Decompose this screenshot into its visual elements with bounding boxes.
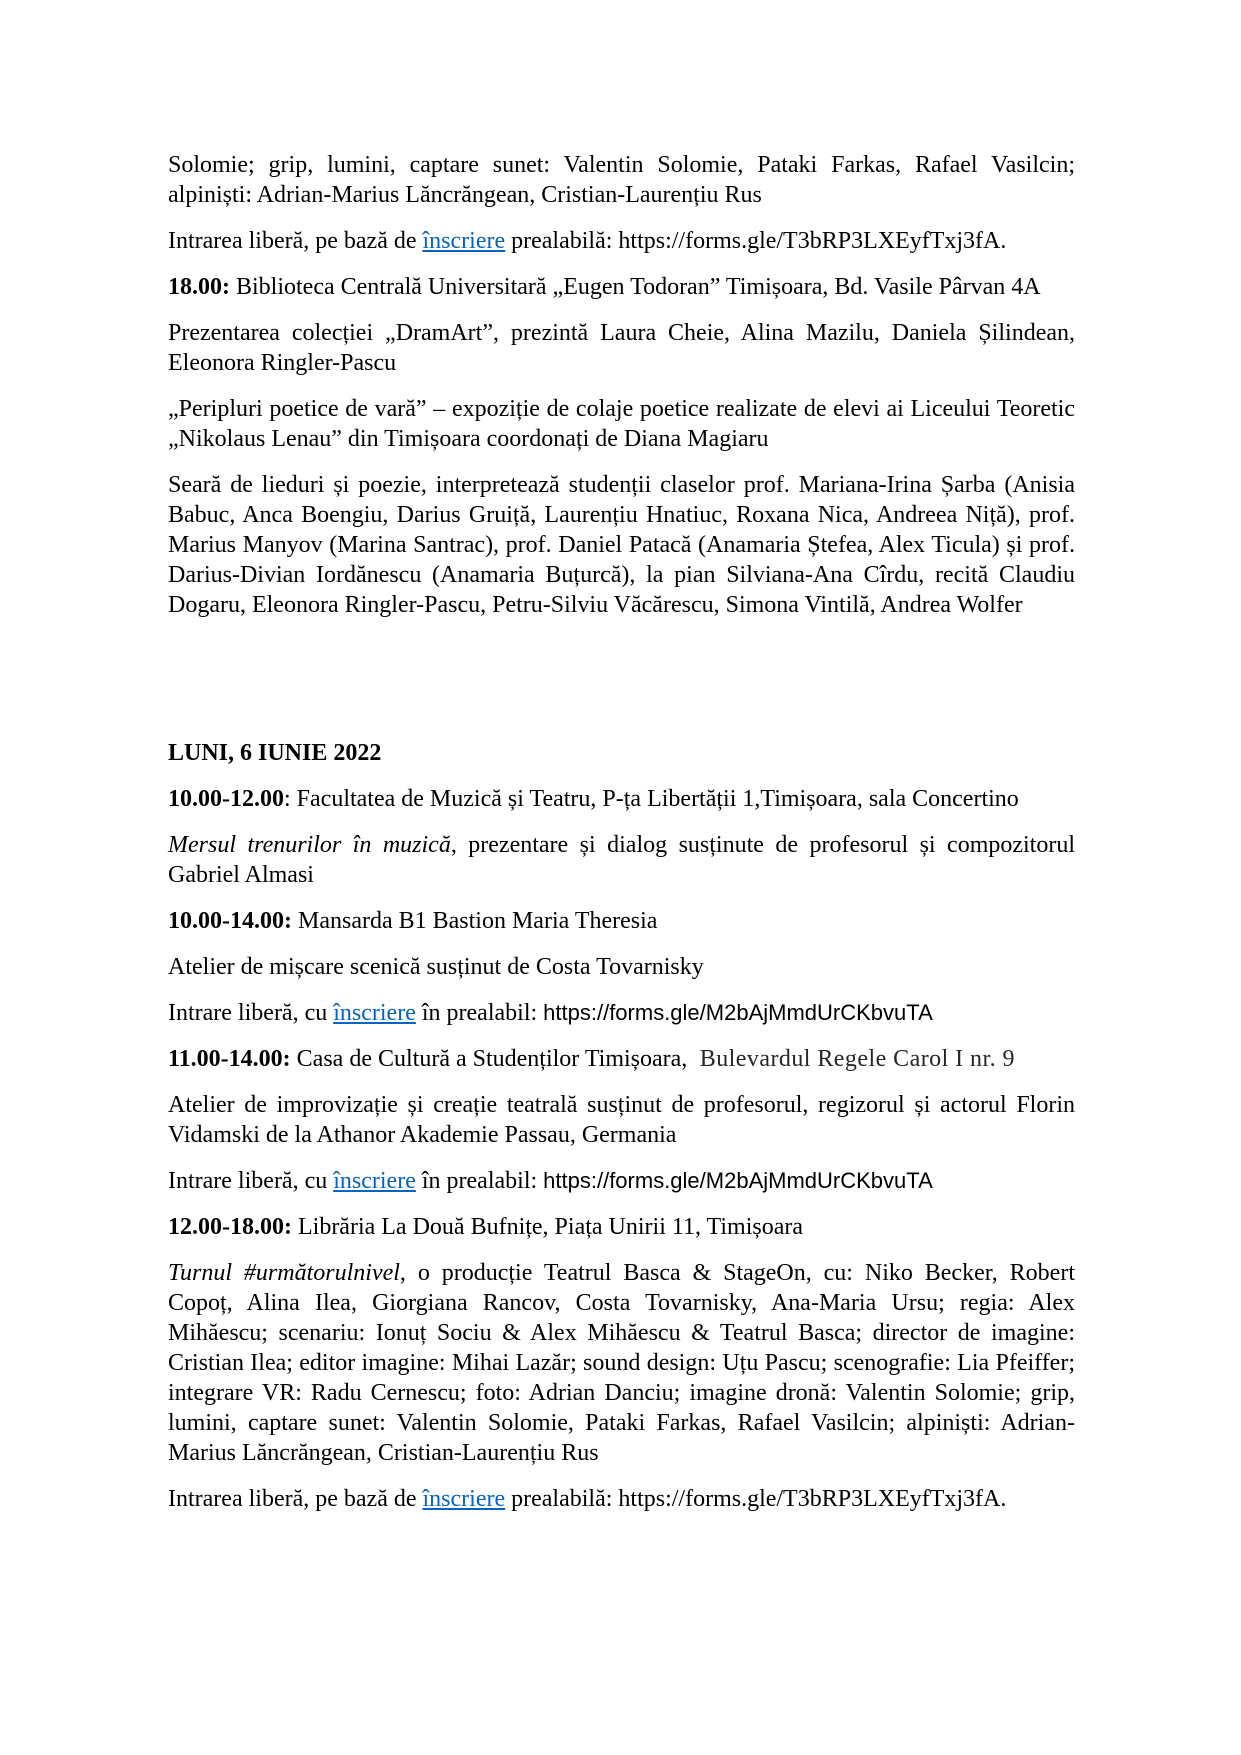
seara-de-lieduri-paragraph — [168, 470, 1075, 620]
text-run: Seară de lieduri și poezie, interpretează studenții claselor prof. Mariana-Irina Șarba (Anisia Babuc, Anca Boengiu, Darius Gruiță, Laurențiu Hnatiuc, Roxana Nica, Andreea Niță), prof. Marius Manyov (Marina Santrac), prof. Daniel Patacă (Anamaria Ștefea, Alex Ticula) și prof. Darius-Divian Iordănescu (Anamaria Buțurcă), la pian Silviana-Ana Cîrdu, recită Claudiu Dogaru, Eleonora Ringler-Pascu, Petru-Silviu Văcărescu, Simona Vintilă, Andrea Wolfer — [168, 472, 1075, 618]
text-run: https://forms.gle/M2bAjMmdUrCKbvuTA — [543, 1168, 933, 1193]
text-run: Mersul trenurilor în muzică — [168, 832, 451, 858]
text-run: Atelier de mișcare scenică susținut de Costa Tovarnisky — [168, 954, 704, 980]
text-run: Intrarea liberă, pe bază de — [168, 1486, 423, 1512]
text-run: Biblioteca Centrală Universitară „Eugen Todoran” Timișoara, Bd. Vasile Pârvan 4A — [230, 274, 1041, 300]
turnul-urmatorulnivel-paragraph — [168, 1258, 1075, 1468]
text-run: 11.00-14.00: — [168, 1046, 291, 1072]
text-run: în prealabil: — [415, 1000, 544, 1026]
text-run: Librăria La Două Bufnițe, Piața Unirii 11, Timișoara — [291, 1214, 804, 1240]
text-run: „Peripluri poetice de vară” – expoziție de colaje poetice realizate de elevi ai Liceului Teoretic „Nikolaus Lenau” din Timișoara coordonați de Diana Magiaru — [168, 396, 1075, 452]
event-1100-1400-location-paragraph — [168, 1044, 1075, 1074]
text-run: Atelier de improvizație și creație teatrală susținut de profesorul, regizorul și actorul Florin Vidamski de la Athanor Akademie Passau, Germania — [168, 1092, 1075, 1148]
dramart-presentation-paragraph — [168, 318, 1075, 378]
text-run: Casa de Cultură a Studenților Timișoara, — [290, 1046, 694, 1072]
date-heading-monday — [168, 738, 1075, 768]
inscriere-link[interactable]: înscriere — [333, 1000, 416, 1026]
text-run: , prezentare și dialog susținute de profesorul și compozitorul Gabriel Almasi — [168, 832, 1076, 888]
inscriere-link[interactable]: înscriere — [333, 1168, 416, 1194]
text-run: https://forms.gle/M2bAjMmdUrCKbvuTA — [543, 1000, 933, 1025]
event-1800-location-paragraph — [168, 272, 1075, 302]
section-gap — [168, 636, 1075, 738]
free-entry-registration-paragraph — [168, 1166, 1075, 1196]
peripluri-poetice-paragraph — [168, 394, 1075, 454]
text-run: : Facultatea de Muzică și Teatru, P-ța Libertății 1,Timișoara, sala Concertino — [284, 786, 1019, 812]
text-run: Intrarea liberă, pe bază de — [168, 228, 423, 254]
free-entry-registration-paragraph — [168, 226, 1075, 256]
inscriere-link[interactable]: înscriere — [422, 228, 506, 254]
text-run: 18.00: — [168, 274, 230, 300]
text-run: 10.00-14.00: — [168, 908, 292, 934]
text-run: Solomie; grip, lumini, captare sunet: Valentin Solomie, Pataki Farkas, Rafael Vasilcin; alpiniști: Adrian-Marius Lăncrăngean, Cristian-Laurențiu Rus — [168, 152, 1075, 208]
text-run: Intrare liberă, cu — [168, 1000, 334, 1026]
text-run: prealabilă: https://forms.gle/T3bRP3LXEyfTxj3fA. — [505, 228, 1007, 254]
text-run: 12.00-18.00: — [168, 1214, 292, 1240]
event-1200-1800-location-paragraph — [168, 1212, 1075, 1242]
inscriere-link[interactable]: înscriere — [422, 1486, 506, 1512]
free-entry-registration-paragraph — [168, 1484, 1075, 1514]
event-1000-1200-location-paragraph — [168, 784, 1075, 814]
text-run: Mansarda B1 Bastion Maria Theresia — [291, 908, 658, 934]
atelier-miscare-paragraph — [168, 952, 1075, 982]
text-run: în prealabil: — [415, 1168, 544, 1194]
mersul-trenurilor-paragraph — [168, 830, 1075, 890]
atelier-improvizatie-paragraph — [168, 1090, 1075, 1150]
text-run: Turnul #următorulnivel — [168, 1260, 400, 1286]
text-run: Bulevardul Regele Carol I nr. 9 — [693, 1046, 1015, 1072]
text-run: , o producție Teatrul Basca & StageOn, cu: Niko Becker, Robert Copoț, Alina Ilea, Giorgiana Rancov, Costa Tovarnisky, Ana-Maria Ursu; regia: Alex Mihăescu; scenariu: Ionuț Sociu & Alex Mihăescu & Teatrul Basca; director de imagine: Cristian Ilea; editor imagine: Mihai Lazăr; sound design: Uțu Pascu; scenografie: Lia Pfeiffer; integrare VR: Radu Cernescu; foto: Adrian Danciu; imagine dronă: Valentin Solomie; grip, lumini, captare sunet: Valentin Solomie, Pataki Farkas, Rafael Vasilcin; alpiniști: Adrian-Marius Lăncrăngean, Cristian-Laurențiu Rus — [168, 1260, 1075, 1466]
text-run: LUNI, 6 IUNIE 2022 — [168, 740, 382, 766]
text-run: 10.00-12.00 — [168, 786, 284, 812]
text-run: prealabilă: https://forms.gle/T3bRP3LXEyfTxj3fA. — [505, 1486, 1007, 1512]
text-run: Intrare liberă, cu — [168, 1168, 334, 1194]
free-entry-registration-paragraph — [168, 998, 1075, 1028]
text-run: Prezentarea colecției „DramArt”, prezintă Laura Cheie, Alina Mazilu, Daniela Șilindean, Eleonora Ringler-Pascu — [168, 320, 1075, 376]
credits-continuation-paragraph — [168, 150, 1075, 210]
event-1000-1400-location-paragraph — [168, 906, 1075, 936]
